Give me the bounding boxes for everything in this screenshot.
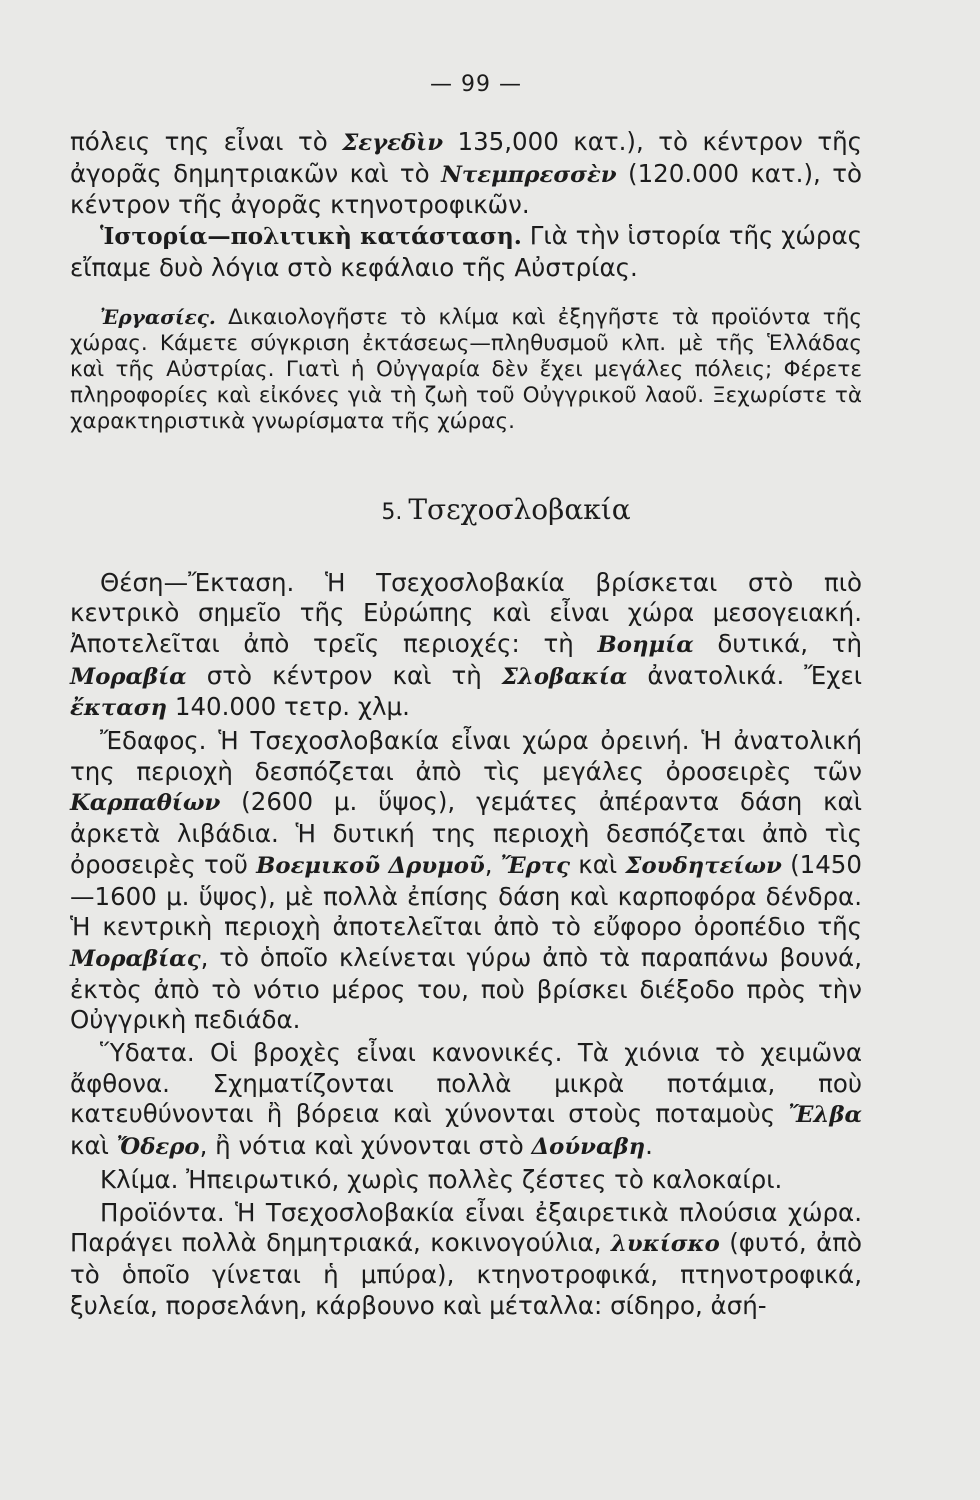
region-name: Μοραβίας (70, 945, 201, 972)
paragraph-heading: Θέση—Ἔκταση. (100, 567, 295, 597)
mountain-name: Σουδητείων (625, 852, 782, 879)
place-name: Ντεμπρεσσὲν (441, 161, 617, 188)
term: λυκίσκο (610, 1231, 720, 1258)
section-title: Τσεχοσλοβακία (408, 492, 631, 526)
mountain-name: Ἔρτς (500, 852, 571, 879)
paragraph-heading: Προϊόντα. (100, 1197, 225, 1227)
paragraph-position-area: Θέση—Ἔκταση. Ἡ Τσεχοσλοβακία βρίσκεται στὸ πιὸ κεντρικὸ σημεῖο τῆς Εὐρώπης καὶ εἶναι χώρα μεσογειακή. Ἀποτελεῖται ἀπὸ τρεῖς περιοχές: τὴ Βοημία δυτικά, τὴ Μοραβία στὸ κέντρον καὶ τὴ Σλοβακία ἀνατολικά. Ἔχει ἔκταση 140.000 τετρ. χλμ. (70, 567, 863, 722)
paragraph-heading: Ἐργασίες. (100, 304, 216, 329)
river-name: Δούναβη (531, 1134, 646, 1161)
paragraph-heading: Κλίμα. (100, 1164, 179, 1194)
paragraph-history: Ἱστορία—πολιτικὴ κατάσταση. Γιὰ τὴν ἱστορία τῆς χώρας εἴπαμε δυὸ λόγια στὸ κεφάλαιο τῆς Αὐστρίας. (70, 221, 862, 282)
paragraph-cities: πόλεις της εἶναι τὸ Σεγεδὶν 135,000 κατ.), τὸ κέντρον τῆς ἀγορᾶς δημητριακῶν καὶ τὸ Ντεμπρεσσὲν (120.000 κατ.), τὸ κέντρον τῆς ἀγορᾶς κτηνοτροφικῶν. (70, 127, 863, 220)
paragraph-heading: Ἔδαφος. (100, 726, 207, 756)
paragraph-terrain: Ἔδαφος. Ἡ Τσεχοσλοβακία εἶναι χώρα ὀρεινή. Ἡ ἀνατολική της περιοχὴ δεσπόζεται ἀπὸ τὶς μεγάλες ὀροσειρὲς τῶν Καρπαθίων (2600 μ. ὕψος), γεμάτες ἀπέραντα δάση καὶ ἀρκετὰ λιβάδια. Ἡ δυτική της περιοχὴ δεσπόζεται ἀπὸ τὶς ὀροσειρὲς τοῦ Βοεμικοῦ Δρυμοῦ, Ἔρτς καὶ Σουδητείων (1450—1600 μ. ὕψος), μὲ πολλὰ ἐπίσης δάση καὶ καρποφόρα δένδρα. Ἡ κεντρικὴ περιοχὴ ἀποτελεῖται ἀπὸ τὸ εὔφορο ὀροπέδιο τῆς Μοραβίας, τὸ ὁποῖο κλείνεται γύρω ἀπὸ τὰ παραπάνω βουνά, ἐκτὸς ἀπὸ τὸ νότιο μέρος του, ποὺ βρίσκει διέξοδο πρὸς τὴν Οὐγγρικὴ πεδιάδα. (70, 726, 862, 1035)
paragraph-heading: Ἱστορία—πολιτικὴ κατάσταση. (100, 223, 522, 251)
river-name: Ἔλβα (788, 1102, 862, 1129)
term: ἔκταση (70, 695, 168, 722)
paragraph-climate: Κλίμα. Ἠπειρωτικό, χωρὶς πολλὲς ζέστες τὸ καλοκαίρι. (100, 1164, 783, 1194)
section-number: 5. (381, 499, 403, 525)
section-heading (150, 493, 862, 526)
region-name: Βοημία (597, 631, 694, 658)
place-name: Σεγεδὶν (342, 130, 443, 156)
paragraph-waters: Ὕδατα. Οἱ βροχὲς εἶναι κανονικές. Τὰ χιόνια τὸ χειμῶνα ἄφθονα. Σχηματίζονται πολλὰ μικρὰ ποτάμια, ποὺ κατευθύνονται ἢ βόρεια καὶ χύνονται στοὺς ποταμοὺς Ἔλβα καὶ Ὄδερο, ἢ νότια καὶ χύνονται στὸ Δούναβη. (70, 1038, 862, 1161)
page-number: — 99 — (430, 72, 522, 97)
mountain-name: Βοεμικοῦ Δρυμοῦ (256, 852, 485, 879)
region-name: Μοραβία (70, 663, 187, 690)
mountain-name: Καρπαθίων (70, 790, 221, 817)
paragraph-heading: Ὕδατα. (100, 1038, 195, 1068)
paragraph-exercises: Ἐργασίες. Δικαιολογῆστε τὸ κλίμα καὶ ἐξηγῆστε τὰ προϊόντα τῆς χώρας. Κάμετε σύγκριση ἐκτάσεως—πληθυσμοῦ κλπ. μὲ τῆς Ἑλλάδας καὶ τῆς Αὐστρίας. Γιατὶ ἡ Οὐγγαρία δὲν ἔχει μεγάλες πόλεις; Φέρετε πληροφορίες καὶ εἰκόνες γιὰ τὴ ζωὴ τοῦ Οὐγγρικοῦ λαοῦ. Ξεχωρίστε τὰ χαρακτηριστικὰ γνωρίσματα τῆς χώρας. (70, 304, 862, 434)
river-name: Ὄδερο (116, 1134, 200, 1161)
region-name: Σλοβακία (501, 663, 628, 690)
paragraph-products: Προϊόντα. Ἡ Τσεχοσλοβακία εἶναι ἐξαιρετικὰ πλούσια χώρα. Παράγει πολλὰ δημητριακά, κοκινογούλια, λυκίσκο (φυτό, ἀπὸ τὸ ὁποῖο γίνεται ἡ μπύρα), κτηνοτροφικά, πτηνοτροφικά, ξυλεία, πορσελάνη, κάρβουνο καὶ μέταλλα: σίδηρο, ἀσή- (70, 1197, 863, 1320)
